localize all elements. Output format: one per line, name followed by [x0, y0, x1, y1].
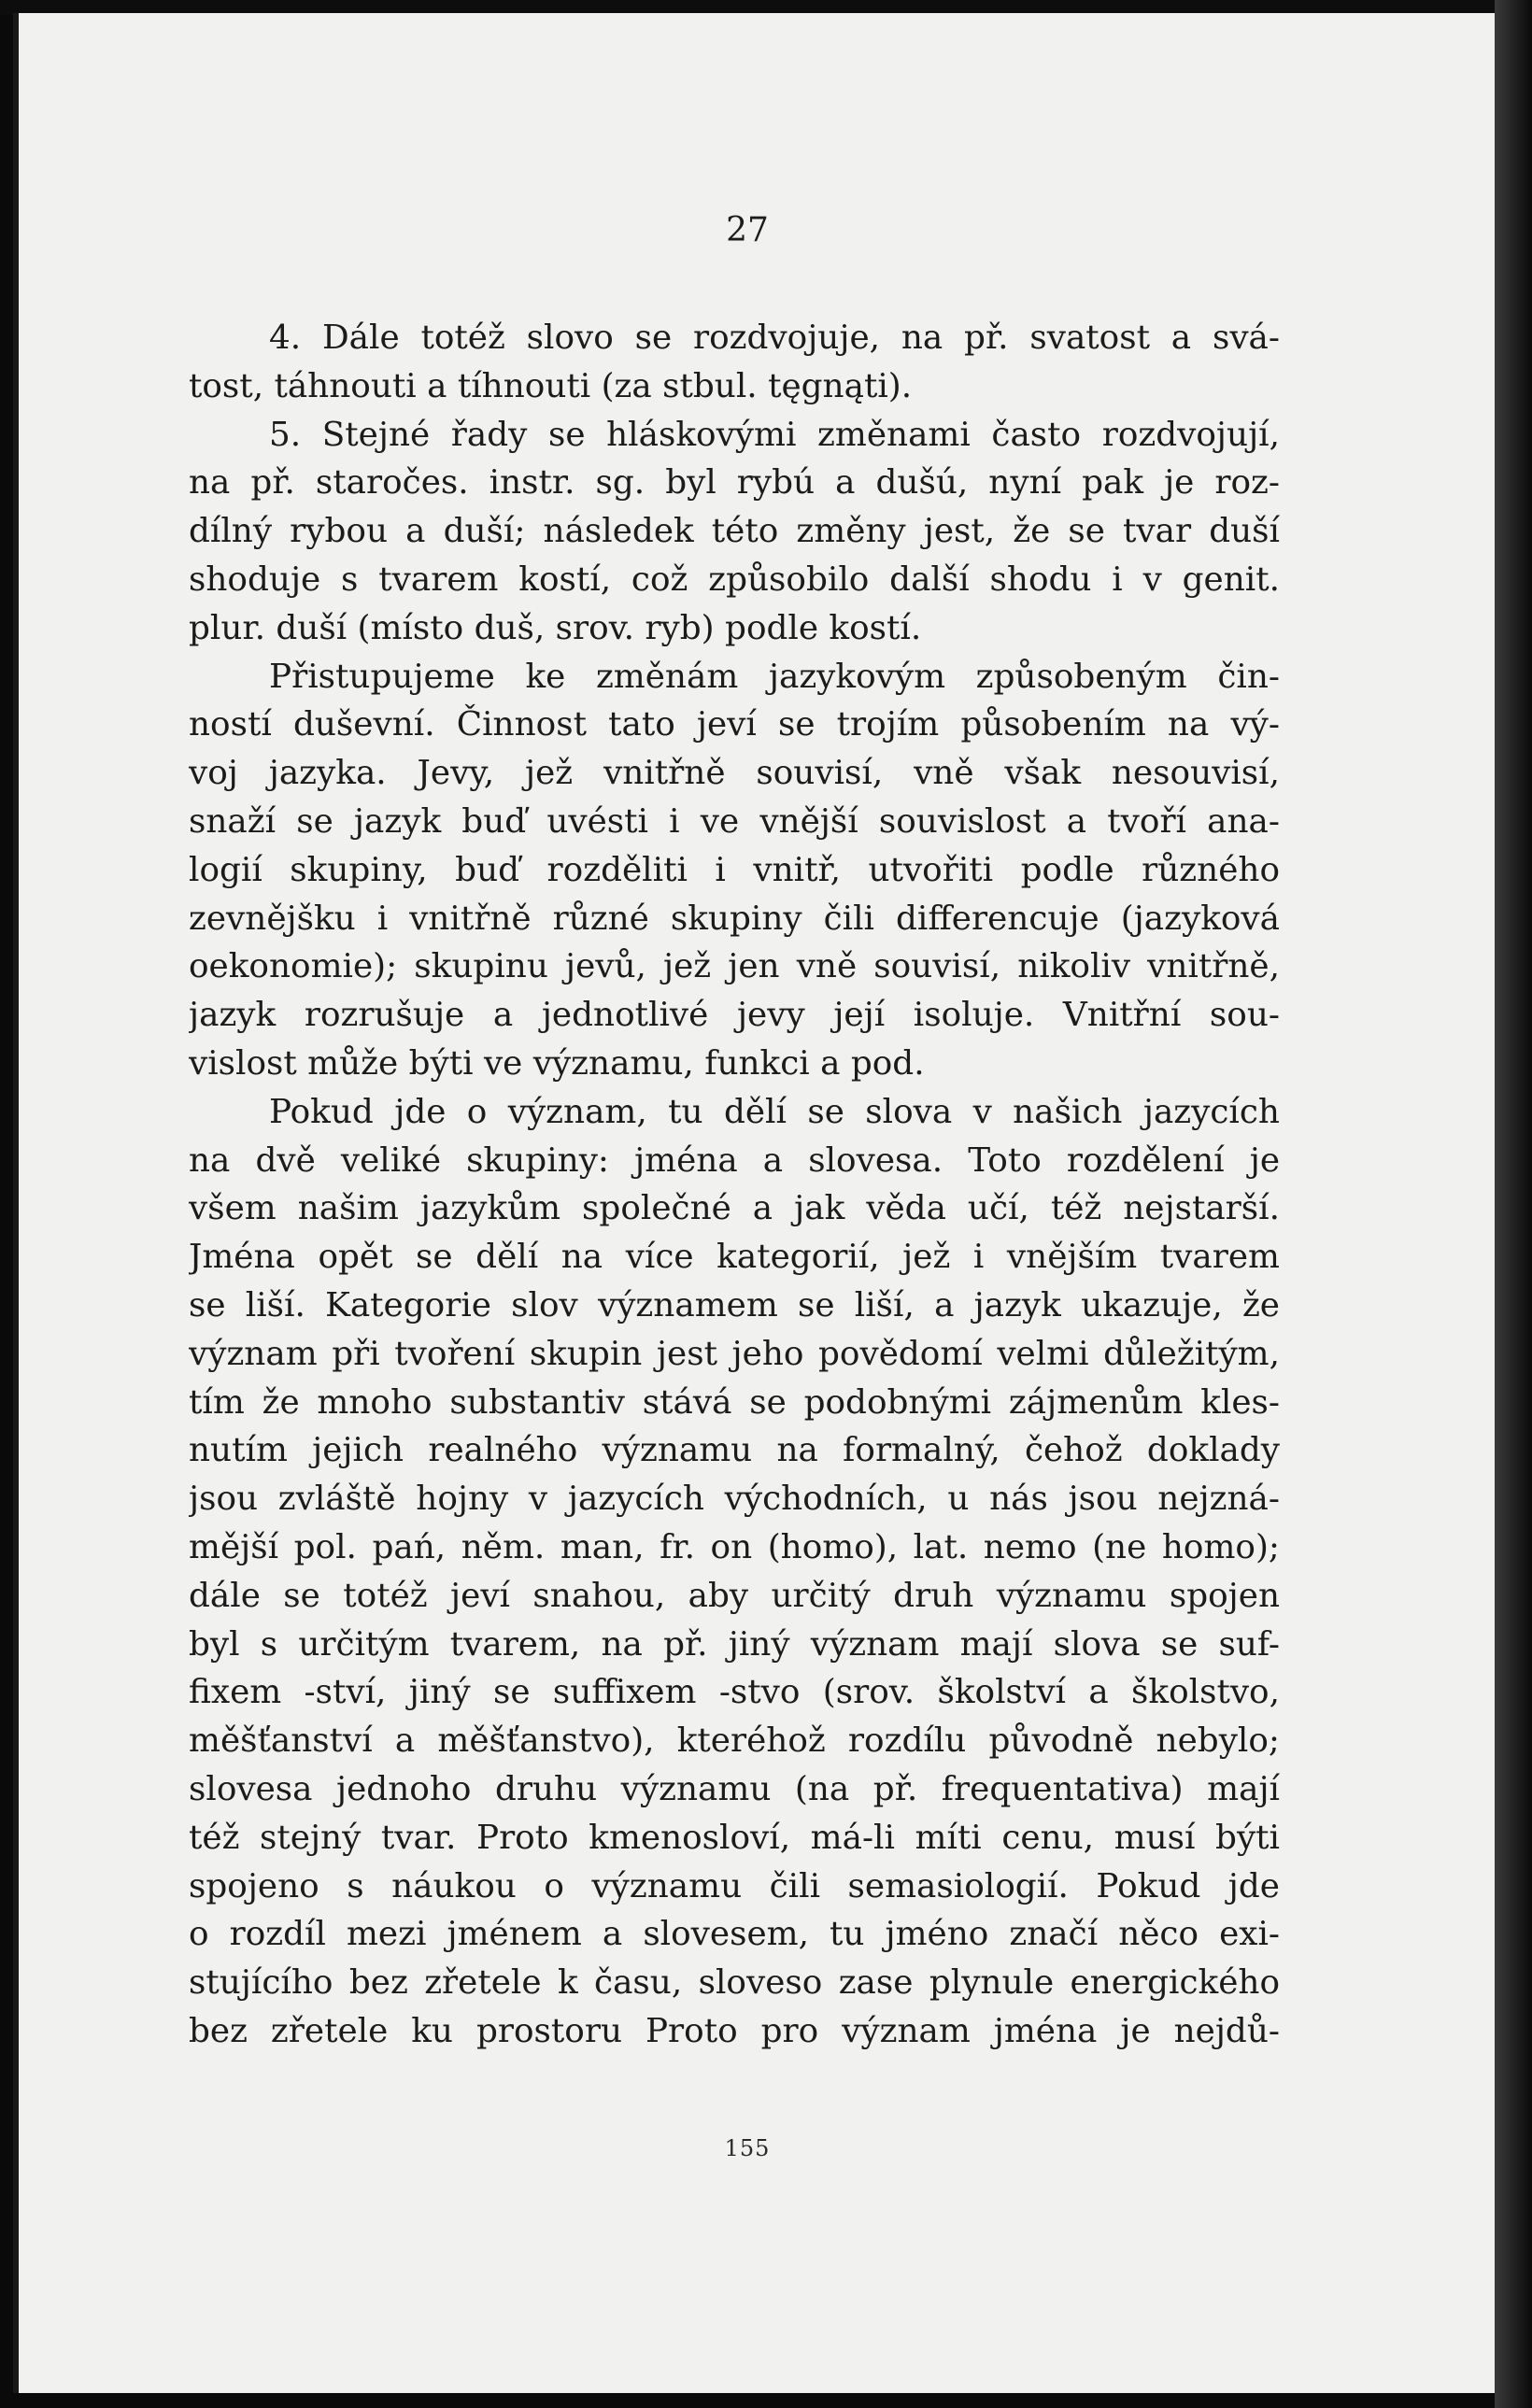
- text-line: fixem -ství, jiný se suffixem -stvo (srov. školství a školstvo,: [189, 1673, 1280, 1712]
- text-line: na př. staročes. instr. sg. byl rybú a dušú, nyní pak je roz-: [189, 463, 1280, 503]
- text-line: na dvě veliké skupiny: jména a slovesa. Toto rozdělení je: [189, 1140, 1280, 1180]
- text-line: spojeno s náukou o významu čili semasiologií. Pokud jde: [189, 1866, 1280, 1905]
- page-body-text: [189, 314, 1280, 2056]
- text-line: 5. Stejné řady se hláskovými změnami často rozdvojují,: [269, 415, 1280, 454]
- text-line: jazyk rozrušuje a jednotlivé jevy její isoluje. Vnitřní sou-: [189, 996, 1280, 1035]
- text-line: bez zřetele ku prostoru Proto pro význam jména je nejdů-: [189, 2011, 1280, 2050]
- scan-right-border: [1495, 0, 1532, 2408]
- text-line: dále se totéž jeví snahou, aby určitý druh významu spojen: [189, 1576, 1280, 1615]
- text-line: též stejný tvar. Proto kmenosloví, má-li míti cenu, musí býti: [189, 1818, 1280, 1857]
- text-line: plur. duší (místo duš, srov. ryb) podle kostí.: [189, 608, 922, 647]
- printer-signature-mark: 155: [724, 2135, 771, 2161]
- text-line: stujícího bez zřetele k času, sloveso zase plynule energického: [189, 1963, 1280, 2003]
- page-number: 27: [726, 211, 769, 249]
- text-line: voj jazyka. Jevy, jež vnitřně souvisí, vně však nesouvisí,: [189, 754, 1280, 793]
- text-line: snaží se jazyk buď uvésti i ve vnější souvislost a tvoří ana-: [189, 801, 1280, 841]
- text-line: byl s určitým tvarem, na př. jiný význam mají slova se suf-: [189, 1624, 1280, 1664]
- text-line: nutím jejich realného významu na formalný, čehož doklady: [189, 1431, 1280, 1470]
- text-line: 4. Dále totéž slovo se rozdvojuje, na př. svatost a svá-: [269, 319, 1280, 357]
- text-line: všem našim jazykům společné a jak věda učí, též nejstarší.: [189, 1189, 1280, 1228]
- text-line: se liší. Kategorie slov významem se liší, a jazyk ukazuje, že: [189, 1285, 1280, 1324]
- text-line: tím že mnoho substantiv stává se podobnými zájmenům kles-: [189, 1382, 1280, 1422]
- text-line: Pokud jde o význam, tu dělí se slova v našich jazycích: [269, 1092, 1280, 1131]
- text-line: shoduje s tvarem kostí, což způsobilo další shodu i v genit.: [189, 560, 1280, 599]
- text-line: dílný rybou a duší; následek této změny jest, že se tvar duší: [189, 512, 1280, 551]
- text-line: měšťanství a měšťanstvo), kteréhož rozdílu původně nebylo;: [189, 1721, 1280, 1761]
- book-page: [13, 13, 1508, 2393]
- text-line: mější pol. pań, něm. man, fr. on (homo), lat. nemo (ne homo);: [189, 1527, 1280, 1566]
- text-line: logií skupiny, buď rozděliti i vnitř, utvořiti podle různého: [189, 850, 1280, 889]
- text-line: zevnějšku i vnitřně různé skupiny čili differencuje (jazyková: [189, 899, 1280, 938]
- text-line: Jména opět se dělí na více kategorií, jež i vnějším tvarem: [189, 1238, 1280, 1277]
- text-line: ností duševní. Činnost tato jeví se trojím působením na vý-: [189, 705, 1280, 744]
- text-line: slovesa jednoho druhu významu (na př. frequentativa) mají: [189, 1769, 1280, 1808]
- text-line: tost, táhnouti a tíhnouti (za stbul. tęgnąti).: [189, 366, 913, 405]
- text-line: vislost může býti ve významu, funkci a pod.: [189, 1043, 925, 1083]
- text-line: význam při tvoření skupin jest jeho povědomí velmi důležitým,: [189, 1334, 1280, 1373]
- text-line: Přistupujeme ke změnám jazykovým způsobeným čin-: [269, 657, 1280, 696]
- text-line: oekonomie); skupinu jevů, jež jen vně souvisí, nikoliv vnitřně,: [189, 947, 1280, 986]
- text-line: o rozdíl mezi jménem a slovesem, tu jméno značí něco exi-: [189, 1915, 1280, 1954]
- text-line: jsou zvláště hojny v jazycích východních, u nás jsou nejzná-: [189, 1480, 1280, 1519]
